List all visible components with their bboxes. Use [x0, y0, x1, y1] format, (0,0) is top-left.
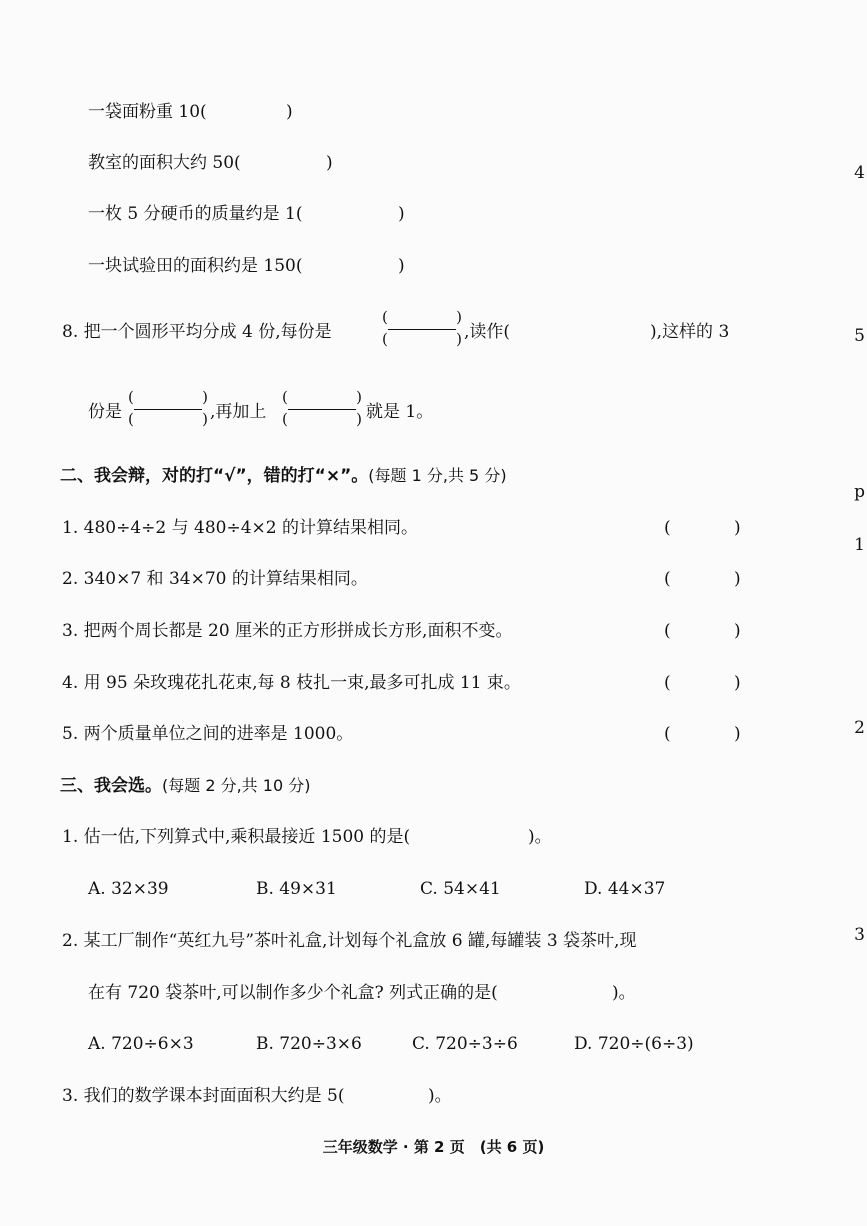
choice-question-2: 2. 某工厂制作“英红九号”茶叶礼盒,计划每个礼盒放 6 罐,每罐装 3 袋茶叶,现: [62, 931, 637, 951]
question-8-text: 8. 把一个圆形平均分成 4 份,每份是: [62, 322, 332, 342]
section-score-note: (每题 2 分,共 10 分): [162, 776, 311, 795]
option-b[interactable]: B. 720÷3×6: [256, 1034, 362, 1054]
paren-open: (: [382, 308, 388, 326]
question-8-text: 份是: [88, 402, 122, 422]
paren-close: ): [202, 388, 208, 406]
section-score-note: (每题 1 分,共 5 分): [368, 466, 507, 485]
judge-item: 4. 用 95 朵玫瑰花扎花束,每 8 枝扎一束,最多可扎成 11 束。: [62, 673, 521, 693]
paren-close: ): [456, 330, 462, 348]
answer-paren-close[interactable]: ): [734, 673, 741, 693]
answer-paren-open[interactable]: (: [664, 569, 671, 589]
fill-item: 一袋面粉重 10(: [88, 102, 207, 122]
answer-paren-open[interactable]: (: [664, 724, 671, 744]
fill-item: 一枚 5 分硬币的质量约是 1(: [88, 204, 303, 224]
paren-open: (: [282, 388, 288, 406]
answer-blank[interactable]: )。: [528, 827, 552, 847]
answer-paren-close[interactable]: ): [734, 621, 741, 641]
fraction-bar: [134, 409, 202, 410]
fraction-bar: [388, 329, 456, 330]
answer-paren-close[interactable]: ): [734, 518, 741, 538]
fill-item: 一块试验田的面积约是 150(: [88, 256, 303, 276]
judge-item: 2. 340×7 和 34×70 的计算结果相同。: [62, 569, 368, 589]
answer-paren-open[interactable]: (: [664, 518, 671, 538]
section-3-heading: [60, 778, 310, 795]
edge-mark: 1: [854, 535, 865, 555]
answer-blank[interactable]: )。: [612, 983, 636, 1003]
answer-blank[interactable]: ): [398, 256, 405, 276]
fill-item: 教室的面积大约 50(: [88, 153, 241, 173]
choice-question-2-cont: 在有 720 袋茶叶,可以制作多少个礼盒? 列式正确的是(: [88, 983, 498, 1003]
question-8-text: ,读作(: [464, 322, 511, 342]
paren-open: (: [282, 410, 288, 428]
paren-close: ): [456, 308, 462, 326]
option-d[interactable]: D. 720÷(6÷3): [574, 1034, 694, 1054]
paren-open: (: [128, 388, 134, 406]
question-8-text: ,再加上: [210, 402, 267, 422]
edge-mark: p: [854, 482, 865, 502]
option-c[interactable]: C. 54×41: [420, 879, 501, 899]
answer-blank[interactable]: ): [286, 102, 293, 122]
paren-open: (: [382, 330, 388, 348]
question-8-text: 就是 1。: [366, 402, 434, 422]
fraction-blank[interactable]: [128, 390, 208, 430]
section-heading-text: 三、我会选。: [60, 776, 162, 796]
judge-item: 3. 把两个周长都是 20 厘米的正方形拼成长方形,面积不变。: [62, 621, 513, 641]
answer-paren-close[interactable]: ): [734, 569, 741, 589]
fraction-blank[interactable]: [282, 390, 362, 430]
edge-mark: 2: [854, 718, 865, 738]
section-heading-text: 二、我会辩，对的打“√”，错的打“×”。: [60, 466, 369, 486]
answer-blank[interactable]: )。: [428, 1086, 452, 1106]
answer-blank[interactable]: ): [398, 204, 405, 224]
paren-close: ): [356, 410, 362, 428]
paren-close: ): [356, 388, 362, 406]
option-a[interactable]: A. 720÷6×3: [88, 1034, 194, 1054]
judge-item: 5. 两个质量单位之间的进率是 1000。: [62, 724, 354, 744]
page-footer: 三年级数学 · 第 2 页 (共 6 页): [322, 1138, 545, 1156]
answer-paren-open[interactable]: (: [664, 673, 671, 693]
choice-question-1: 1. 估一估,下列算式中,乘积最接近 1500 的是(: [62, 827, 411, 847]
fraction-bar: [288, 409, 356, 410]
option-c[interactable]: C. 720÷3÷6: [412, 1034, 518, 1054]
option-d[interactable]: D. 44×37: [584, 879, 666, 899]
section-2-heading: [60, 468, 507, 485]
fraction-blank[interactable]: [382, 310, 462, 350]
edge-mark: 3: [854, 925, 865, 945]
option-a[interactable]: A. 32×39: [88, 879, 169, 899]
judge-item: 1. 480÷4÷2 与 480÷4×2 的计算结果相同。: [62, 518, 418, 538]
edge-mark: 5: [854, 326, 865, 346]
edge-mark: 4: [854, 163, 865, 183]
answer-paren-open[interactable]: (: [664, 621, 671, 641]
question-8-text: ),这样的 3: [650, 322, 730, 342]
answer-paren-close[interactable]: ): [734, 724, 741, 744]
answer-blank[interactable]: ): [326, 153, 333, 173]
option-b[interactable]: B. 49×31: [256, 879, 337, 899]
paren-close: ): [202, 410, 208, 428]
choice-question-3: 3. 我们的数学课本封面面积大约是 5(: [62, 1086, 345, 1106]
paren-open: (: [128, 410, 134, 428]
